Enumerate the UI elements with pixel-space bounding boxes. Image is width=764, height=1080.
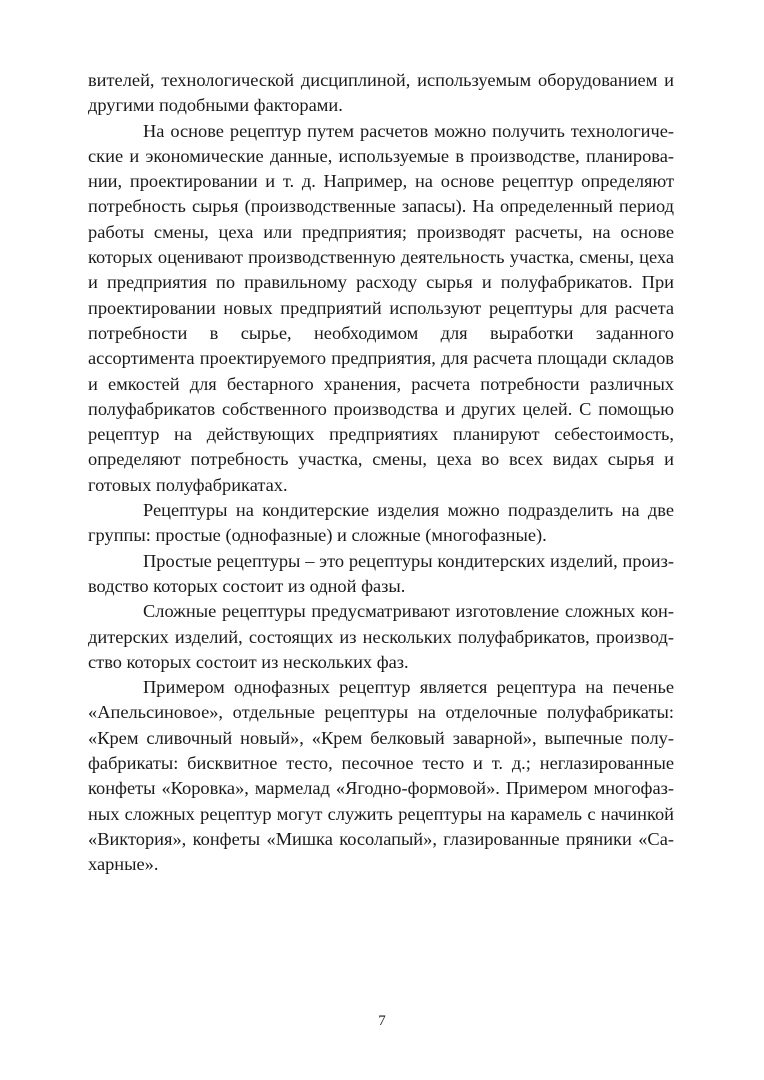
paragraph-simple-recipes: Простые рецептуры – это рецептуры кондитерских изделий, производство которых состоит из одной фазы. — [88, 550, 674, 596]
paragraph-recipe-calculations: На основе рецептур путем расчетов можно получить технологические и экономические данные, используемые в производстве, планировании, проектировании и т. д. Например, на основе рецептур определяют потребность сырья (производственные запасы). На определенный период работы смены, цеха или предприятия; производят расчеты, на основе которых оценивают производственную деятельность участка, смены, цеха и предприятия по правильному расходу сырья и полуфабрикатов. При проектировании новых предприятий используют рецептуры для расчета потребности в сырье, необходимом для выработки заданного ассортимента проектируемого предприятия, для расчета площади складов и емкостей для бестарного хранения, расчета потребности различных полуфабрикатов собственного производства и других целей. С помощью рецептур на действующих предприятиях планируют себестоимость, определяют потребность участка, смены, цеха во всех видах сырья и готовых полуфабрикатах. — [88, 120, 674, 495]
page-number: 7 — [378, 1013, 386, 1029]
paragraph-continuation: вителей, технологической дисциплиной, используемым оборудованием и другими подобными факторами. — [88, 70, 674, 116]
document-page — [88, 68, 674, 878]
paragraph-recipe-groups: Рецептуры на кондитерские изделия можно подразделить на две группы: простые (однофазные) и сложные (многофазные). — [88, 500, 674, 546]
paragraph-examples: Примером однофазных рецептур является рецептура на печенье «Апельсиновое», отдельные рецептуры на отделочные полуфабрикаты: «Крем сливочный новый», «Крем белковый заварной», выпечные полуфабрикаты: бисквитное тесто, песочное тесто и т. д.; неглазированные конфеты «Коровка», мармелад «Ягодно-формовой». Примером многофазных сложных рецептур могут служить рецептуры на карамель с начинкой «Виктория», конфеты «Мишка косолапый», глазированные пряники «Сахарные». — [88, 677, 674, 875]
paragraph-complex-recipes: Сложные рецептуры предусматривают изготовление сложных кондитерских изделий, состоящих из нескольких полуфабрикатов, производство которых состоит из нескольких фаз. — [88, 601, 674, 672]
